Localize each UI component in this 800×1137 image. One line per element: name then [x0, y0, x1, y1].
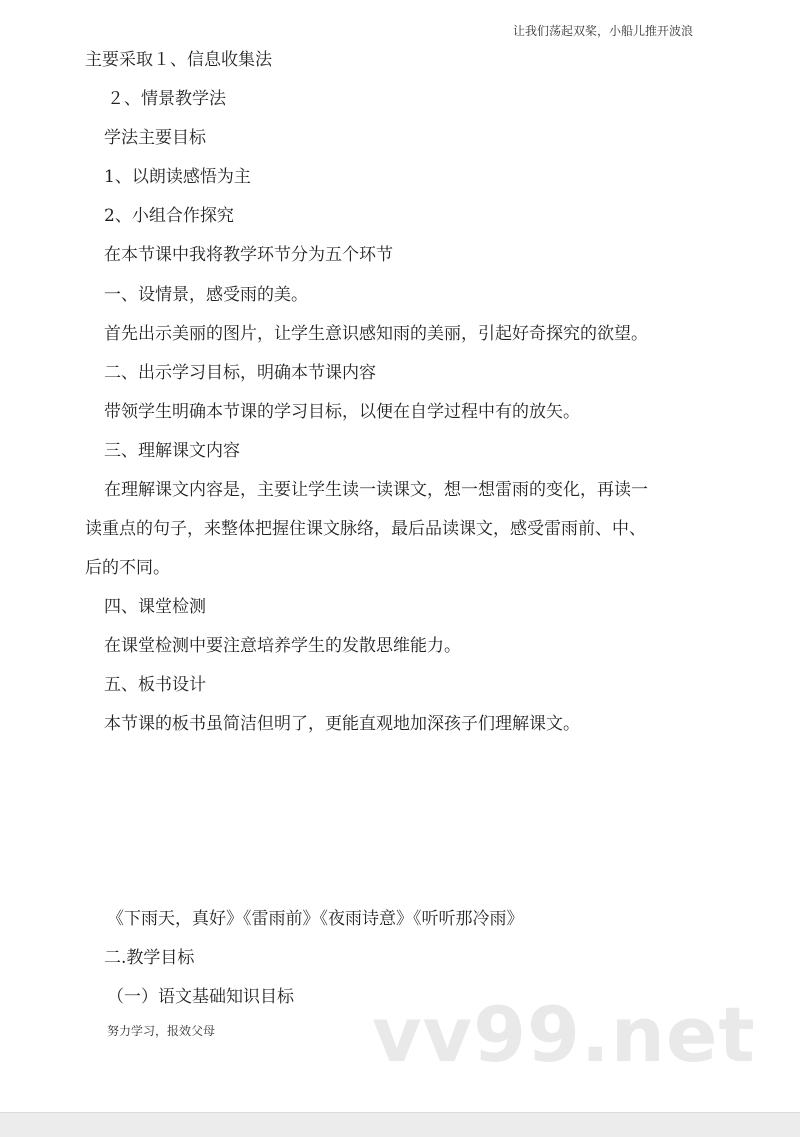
body-line: （一）语文基础知识目标 — [107, 987, 294, 1007]
body-line: 五、板书设计 — [104, 675, 206, 695]
watermark: vv99.net — [372, 990, 756, 1079]
body-line: 二、出示学习目标，明确本节课内容 — [104, 363, 376, 383]
body-line: 2、小组合作探究 — [104, 206, 234, 226]
body-line: 带领学生明确本节课的学习目标，以便在自学过程中有的放矢。 — [104, 402, 580, 422]
body-line: 学法主要目标 — [104, 128, 206, 148]
body-line: 《下雨天，真好》《雷雨前》《夜雨诗意》《听听那冷雨》 — [107, 909, 524, 929]
body-line: 四、课堂检测 — [104, 597, 206, 617]
body-line: 主要采取１、信息收集法 — [85, 50, 272, 70]
body-line: 首先出示美丽的图片，让学生意识感知雨的美丽，引起好奇探究的欲望。 — [104, 324, 648, 344]
body-line: 二.教学目标 — [104, 948, 195, 968]
body-line: 读重点的句子，来整体把握住课文脉络，最后品读课文，感受雷雨前、中、 — [85, 519, 646, 539]
body-line: 后的不同。 — [85, 558, 170, 578]
body-line: 三、理解课文内容 — [104, 441, 240, 461]
body-line: 在课堂检测中要注意培养学生的发散思维能力。 — [104, 636, 461, 656]
body-line: 本节课的板书虽简洁但明了，更能直观地加深孩子们理解课文。 — [104, 714, 580, 734]
body-line: 一、设情景，感受雨的美。 — [104, 285, 308, 305]
body-line: 在理解课文内容是，主要让学生读一读课文，想一想雷雨的变化，再读一 — [104, 480, 648, 500]
body-line: 在本节课中我将教学环节分为五个环节 — [104, 245, 393, 265]
body-line: ２、情景教学法 — [107, 89, 226, 109]
page-bottom-edge — [0, 1112, 800, 1137]
page-footer: 努力学习，报效父母 — [107, 1024, 216, 1038]
body-line: 1、以朗读感悟为主 — [104, 167, 251, 187]
page-header: 让我们荡起双桨，小船儿推开波浪 — [513, 24, 694, 38]
